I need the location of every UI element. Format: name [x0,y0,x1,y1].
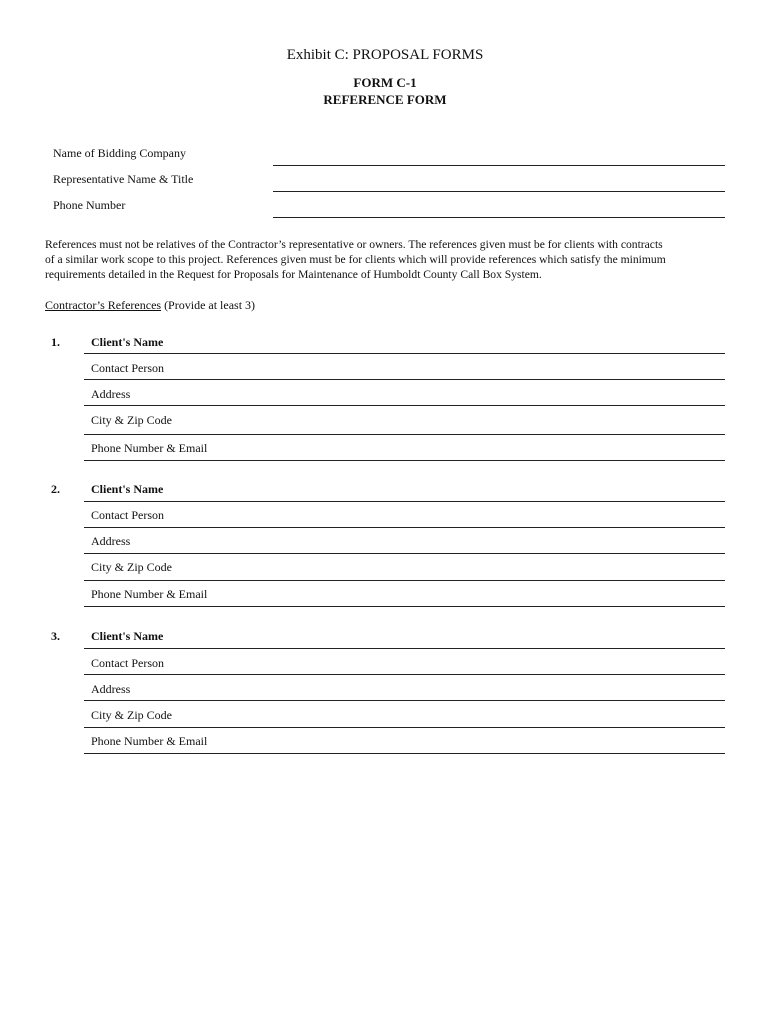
phone-email-field[interactable] [84,460,725,461]
phone-email-label: Phone Number & Email [91,441,208,455]
references-heading-note: (Provide at least 3) [164,298,256,312]
contact-person-label: Contact Person [91,361,164,375]
city-zip-label: City & Zip Code [91,560,172,574]
client-name-label: Client's Name [91,629,164,643]
city-zip-field[interactable] [84,434,725,435]
contact-person-field[interactable] [84,527,725,528]
address-field[interactable] [84,553,725,554]
city-zip-field[interactable] [84,580,725,581]
company-name-field[interactable] [273,165,725,166]
contact-person-field[interactable] [84,674,725,675]
address-label: Address [91,682,131,696]
contact-person-label: Contact Person [91,656,164,670]
contact-person-label: Contact Person [91,508,164,522]
client-name-field[interactable] [84,353,725,354]
instructions-line: of a similar work scope to this project. References given must be for clients which will provide references which satisfy the minimum [45,253,666,266]
form-number: FORM C-1 [353,75,417,90]
phone-email-label: Phone Number & Email [91,587,208,601]
instructions-line: References must not be relatives of the Contractor’s representative or owners. The references given must be for clients with contracts [45,238,663,251]
reference-number: 1. [51,335,60,349]
reference-number: 2. [51,482,60,496]
representative-label: Representative Name & Title [53,172,194,186]
company-name-label: Name of Bidding Company [53,146,186,160]
address-field[interactable] [84,700,725,701]
address-field[interactable] [84,405,725,406]
phone-email-field[interactable] [84,606,725,607]
address-label: Address [91,387,131,401]
client-name-field[interactable] [84,501,725,502]
contact-person-field[interactable] [84,379,725,380]
references-heading-underlined: Contractor’s References [45,298,162,312]
representative-field[interactable] [273,191,725,192]
client-name-label: Client's Name [91,482,164,496]
address-label: Address [91,534,131,548]
phone-email-field[interactable] [84,753,725,754]
form-title: REFERENCE FORM [323,92,447,107]
client-name-label: Client's Name [91,335,164,349]
instructions-line: requirements detailed in the Request for Proposals for Maintenance of Humboldt County Call Box System. [45,268,542,281]
city-zip-label: City & Zip Code [91,708,172,722]
phone-number-label: Phone Number [53,198,126,212]
city-zip-label: City & Zip Code [91,413,172,427]
references-heading [45,298,255,313]
client-name-field[interactable] [84,648,725,649]
instructions-paragraph [45,237,727,282]
reference-number: 3. [51,629,60,643]
exhibit-title: Exhibit C: PROPOSAL FORMS [286,47,484,63]
phone-number-field[interactable] [273,217,725,218]
phone-email-label: Phone Number & Email [91,734,208,748]
city-zip-field[interactable] [84,727,725,728]
